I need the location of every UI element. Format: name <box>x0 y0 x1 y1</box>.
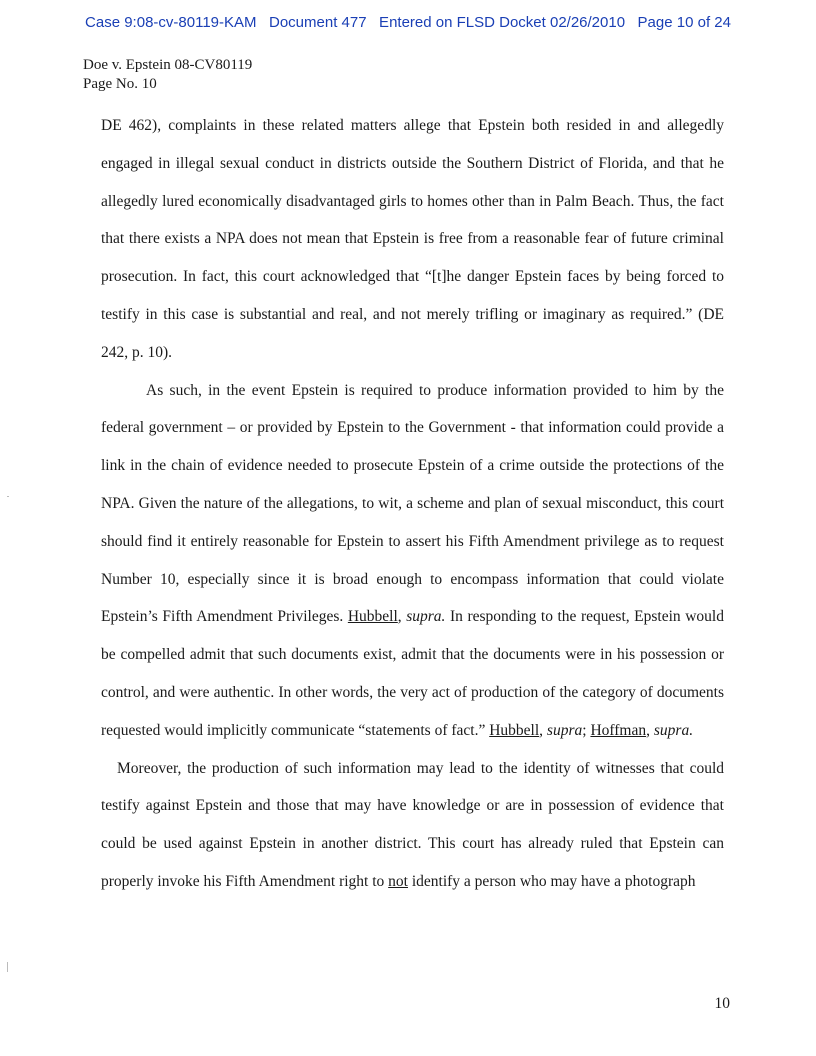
document-body <box>101 107 724 901</box>
citation-separator: , <box>397 608 407 626</box>
emphasis-not: not <box>388 872 408 890</box>
paragraph-3-text-a: Moreover, the production of such information may lead to the identity of witnesses that could testify against Epstein and those that may have knowledge or are in possession of evidence that could be used against Epstein in another district. This court has already ruled that Epstein can properly invoke his Fifth Amendment right to <box>101 759 724 890</box>
paragraph-1: DE 462), complaints in these related matters allege that Epstein both resided in and allegedly engaged in illegal sexual conduct in districts outside the Southern District of Florida, and that he allegedly lured economically disadvantaged girls to homes other than in Palm Beach. Thus, the fact that there exists a NPA does not mean that Epstein is free from a reasonable fear of future criminal prosecution. In fact, this court acknowledged that “[t]he danger Epstein faces by being forced to testify in this case is substantial and real, and not merely trifling or imaginary as required.” (DE 242, p. 10). <box>101 117 724 361</box>
scan-artifact <box>7 962 8 972</box>
citation-separator: , <box>539 721 547 739</box>
citation-hubbell: Hubbell <box>347 608 398 626</box>
scan-artifact <box>7 496 9 497</box>
paragraph-2 <box>101 372 724 750</box>
page-label: Page No. 10 <box>83 76 157 92</box>
citation-supra: supra. <box>406 608 446 626</box>
citation-supra: supra. <box>653 721 694 739</box>
citation-hubbell: Hubbell <box>489 721 540 739</box>
document-header <box>83 56 252 94</box>
paragraph-2-text-a: As such, in the event Epstein is required to produce information provided to him by the federal government – or provided by Epstein to the Government - that information could provide a link in the chain of evidence needed to prosecute Epstein of a crime outside the protections of the NPA. Given the nature of the allegations, to wit, a scheme and plan of sexual misconduct, this court should find it entirely reasonable for Epstein to assert his Fifth Amendment privilege as to request Number 10, especially since it is broad enough to encompass information that could violate Epstein’s Fifth Amendment Privileges. <box>101 381 724 626</box>
citation-hoffman: Hoffman <box>590 721 647 739</box>
citation-supra: supra <box>546 721 583 739</box>
paragraph-2-text-b: In responding to the request, Epstein would be compelled admit that such documents exist, admit that the documents were in his possession or control, and were authentic. In other words, the very act of production of the category of documents requested would implicitly communicate “statements of fact.” <box>101 608 724 739</box>
docket-stamp: Case 9:08-cv-80119-KAM Document 477 Entered on FLSD Docket 02/26/2010 Page 10 of 24 <box>85 14 731 31</box>
paragraph-3 <box>101 750 724 901</box>
citation-separator: ; <box>582 721 591 739</box>
page-number: 10 <box>714 995 730 1012</box>
case-caption: Doe v. Epstein 08-CV80119 <box>83 57 253 73</box>
citation-separator: , <box>646 721 654 739</box>
paragraph-3-text-b: identify a person who may have a photograph <box>407 872 696 890</box>
